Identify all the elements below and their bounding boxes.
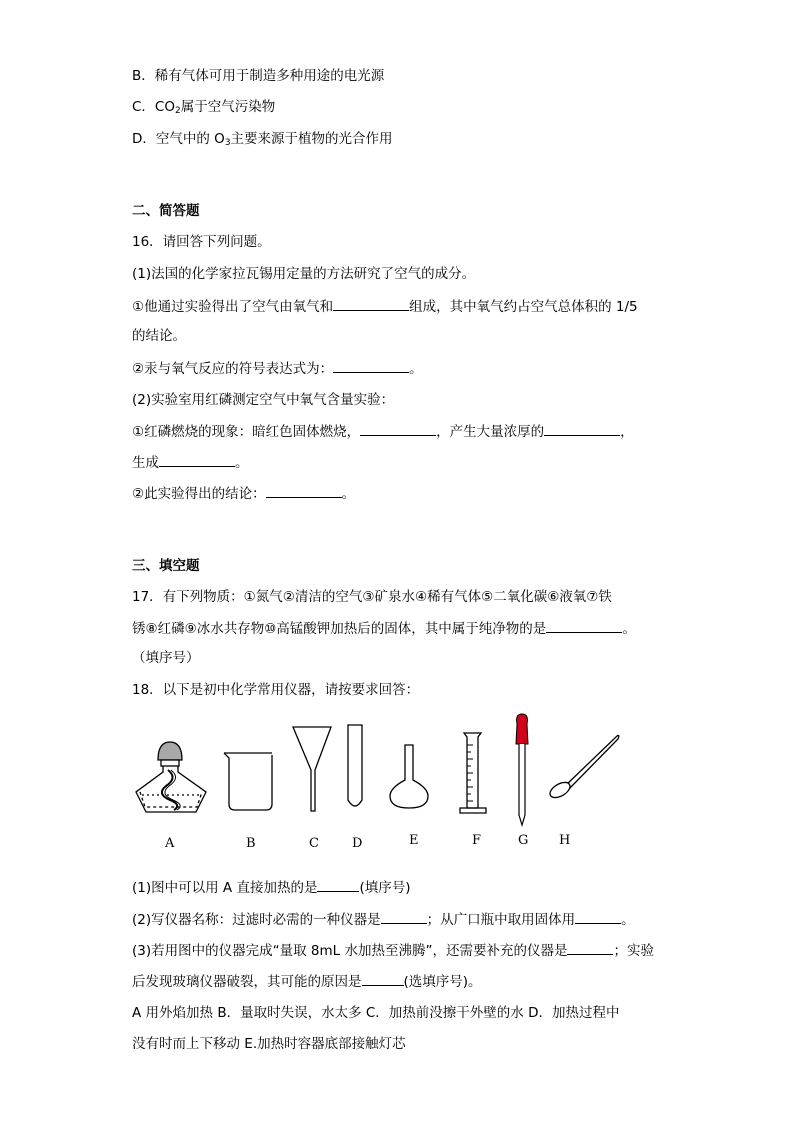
test-tube-icon: [348, 725, 362, 806]
text: ②此实验得出的结论：: [132, 486, 266, 502]
answer-blank[interactable]: [575, 909, 621, 924]
text: 。: [235, 455, 249, 471]
option-b: B．稀有气体可用于制造多种用途的电光源: [132, 68, 385, 84]
option-d-sub: 3: [224, 138, 231, 148]
text: ；实验: [613, 943, 654, 959]
section-heading-short-answer: 二、简答题: [132, 203, 200, 219]
text: 。: [622, 621, 636, 637]
q18-sub2: [132, 909, 635, 930]
option-c-sub: 2: [174, 106, 181, 116]
alcohol-lamp-icon: [136, 742, 206, 812]
q18-sub3-cont: [132, 971, 482, 992]
text: (3)若用图中的仪器完成“量取 8mL 水加热至沸腾”，还需要补充的仪器是: [132, 943, 568, 959]
beaker-icon: [224, 753, 272, 810]
funnel-icon: [293, 727, 331, 811]
flask-icon: [390, 745, 428, 808]
instrument-label-d: D: [352, 836, 363, 851]
dropper-icon: [516, 714, 528, 825]
answer-blank[interactable]: [381, 909, 427, 924]
text: ，: [620, 424, 634, 440]
q16-part1-item1-cont: 的结论。: [132, 328, 186, 344]
section-heading-fill-in: 三、填空题: [132, 558, 200, 574]
text: 。: [409, 361, 423, 377]
answer-blank[interactable]: [317, 877, 359, 892]
text: 生成: [132, 455, 159, 471]
q16-part2: (2)实验室用红磷测定空气中氧气含量实验：: [132, 392, 395, 408]
q17-line1: 17．有下列物质：①氮气②清洁的空气③矿泉水④稀有气体⑤二氧化碳⑥液氧⑦铁: [132, 589, 612, 605]
q16-part1: (1)法国的化学家拉瓦锡用定量的方法研究了空气的成分。: [132, 266, 476, 282]
q18-sub3: [132, 940, 654, 961]
q17-line3: （填序号）: [132, 650, 200, 666]
text: ，产生大量浓厚的: [436, 424, 545, 440]
text: 。: [621, 912, 635, 928]
text: 。: [341, 486, 356, 502]
option-c-post: 属于空气污染物: [180, 99, 276, 115]
answer-blank[interactable]: [362, 971, 404, 986]
instrument-label-b: B: [246, 836, 256, 851]
text: (填序号): [359, 880, 411, 896]
text: (2)写仪器名称：过滤时必需的一种仪器是: [132, 912, 381, 928]
instrument-label-a: A: [165, 836, 175, 851]
instrument-label-h: H: [559, 833, 571, 848]
measuring-cylinder-icon: [460, 733, 486, 813]
instrument-label-e: E: [409, 833, 419, 848]
instrument-label-c: C: [309, 836, 319, 851]
q18-sub1: [132, 877, 411, 898]
text: ①他通过实验得出了空气由氧气和: [132, 299, 334, 315]
q18-stem: 18．以下是初中化学常用仪器，请按要求回答：: [132, 682, 420, 698]
option-d-pre: D．空气中的 O: [132, 131, 225, 147]
text: ①红磷燃烧的现象：暗红色固体燃烧，: [132, 424, 361, 440]
answer-blank[interactable]: [567, 940, 613, 955]
instrument-label-g: G: [518, 833, 529, 848]
text: 后发现玻璃仪器破裂，其可能的原因是: [132, 974, 362, 990]
instrument-label-f: F: [472, 833, 482, 848]
q18-options-line2: 没有时而上下移动 E.加热时容器底部接触灯芯: [132, 1036, 406, 1052]
q18-options-line1: A 用外焰加热 B．量取时失误，水太多 C．加热前没擦干外壁的水 D．加热过程中: [132, 1005, 620, 1021]
q16-stem: 16．请回答下列问题。: [132, 234, 271, 250]
option-d-post: 主要来源于植物的光合作用: [230, 131, 393, 147]
text: (1)图中可以用 A 直接加热的是: [132, 880, 318, 896]
option-c-pre: C．CO: [132, 99, 175, 115]
text: 锈⑧红磷⑨冰水共存物⑩高锰酸钾加热后的固体，其中属于纯净物的是: [132, 621, 547, 637]
text: (选填序号)。: [403, 974, 482, 990]
text: ②汞与氧气反应的符号表达式为：: [132, 361, 334, 377]
text: 组成，其中氧气约占空气总体积的 1/5: [409, 299, 638, 315]
spoon-icon: [547, 735, 618, 800]
text: ；从广口瓶中取用固体用: [426, 912, 576, 928]
